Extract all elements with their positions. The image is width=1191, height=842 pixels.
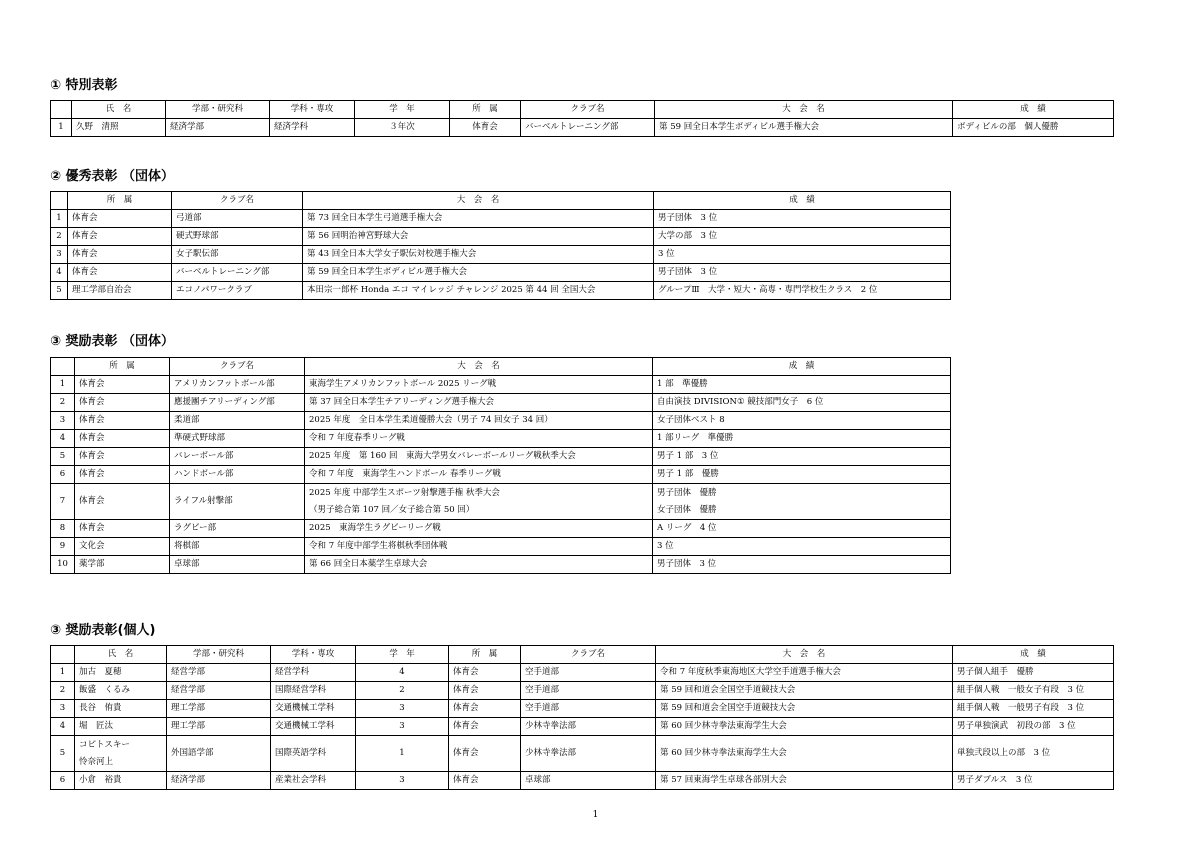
result-line: 女子団体 優勝 xyxy=(657,504,717,515)
club-cell: 應援團チアリーディング部 xyxy=(170,394,305,412)
event-cell: 第 59 回和道会全国空手道競技大会 xyxy=(656,682,953,700)
col-header: 氏 名 xyxy=(72,101,166,119)
grade-cell: 3 xyxy=(356,772,449,790)
col-header: クラブ名 xyxy=(170,358,305,376)
row-number: 9 xyxy=(51,538,75,556)
table-row xyxy=(51,246,951,264)
result-cell xyxy=(653,484,951,520)
event-cell: 令和 7 年度春季リーグ戦 xyxy=(305,430,653,448)
event-cell: 第 59 回和道会全国空手道競技大会 xyxy=(656,700,953,718)
col-header: 成 績 xyxy=(654,192,951,210)
affiliation-cell: 薬学部 xyxy=(75,556,170,574)
col-header: 所 属 xyxy=(68,192,172,210)
grade-cell: 2 xyxy=(356,682,449,700)
col-header: 成 績 xyxy=(953,101,1114,119)
table-row xyxy=(51,772,1114,790)
department-cell: 産業社会学科 xyxy=(271,772,356,790)
affiliation-cell: 体育会 xyxy=(449,736,521,772)
table-row xyxy=(51,682,1114,700)
affiliation-cell: 体育会 xyxy=(75,466,170,484)
name-cell: 久野 清照 xyxy=(72,119,166,137)
result-cell: 3 位 xyxy=(653,538,951,556)
event-cell xyxy=(305,484,653,520)
affiliation-cell: 体育会 xyxy=(449,718,521,736)
table-row xyxy=(51,700,1114,718)
affiliation-cell: 体育会 xyxy=(75,430,170,448)
club-cell: 空手道部 xyxy=(521,700,656,718)
result-cell: 1 部リーグ 準優勝 xyxy=(653,430,951,448)
grade-cell: ３年次 xyxy=(355,119,450,137)
col-header: 大 会 名 xyxy=(656,646,953,664)
result-cell: 組手個人戦 一般男子有段 3 位 xyxy=(953,700,1114,718)
row-number: 7 xyxy=(51,484,75,520)
club-cell: バーベルトレーニング部 xyxy=(521,119,655,137)
club-cell: 女子駅伝部 xyxy=(172,246,303,264)
result-cell: 男子 1 部 優勝 xyxy=(653,466,951,484)
page-number: 1 xyxy=(592,810,599,820)
faculty-cell: 外国語学部 xyxy=(167,736,271,772)
event-cell: 東海学生アメリカンフットボール 2025 リーグ戦 xyxy=(305,376,653,394)
table-row xyxy=(51,448,951,466)
department-cell: 交通機械工学科 xyxy=(271,700,356,718)
table-header-row xyxy=(51,192,951,210)
grade-cell: 3 xyxy=(356,718,449,736)
table-row xyxy=(51,264,951,282)
result-cell: 男子単独演武 初段の部 3 位 xyxy=(953,718,1114,736)
affiliation-cell: 体育会 xyxy=(68,264,172,282)
result-cell: 男子個人組手 優勝 xyxy=(953,664,1114,682)
table-row xyxy=(51,466,951,484)
col-header: クラブ名 xyxy=(521,646,656,664)
event-cell: 第 59 回全日本学生ボディビル選手権大会 xyxy=(303,264,654,282)
col-header: 学部・研究科 xyxy=(167,646,271,664)
faculty-cell: 経営学部 xyxy=(167,664,271,682)
table-row xyxy=(51,718,1114,736)
excellent-team-table xyxy=(50,191,951,300)
row-number: 2 xyxy=(51,228,68,246)
club-cell: バーベルトレーニング部 xyxy=(172,264,303,282)
col-header: 学科・専攻 xyxy=(270,101,355,119)
club-cell: 空手道部 xyxy=(521,664,656,682)
affiliation-cell: 文化会 xyxy=(75,538,170,556)
col-header: 所 属 xyxy=(449,646,521,664)
affiliation-cell: 体育会 xyxy=(75,412,170,430)
affiliation-cell: 体育会 xyxy=(449,664,521,682)
event-cell: 第 56 回明治神宮野球大会 xyxy=(303,228,654,246)
row-number: 5 xyxy=(51,282,68,300)
club-cell: 準硬式野球部 xyxy=(170,430,305,448)
result-cell: 女子団体ベスト 8 xyxy=(653,412,951,430)
grade-cell: 4 xyxy=(356,664,449,682)
affiliation-cell: 体育会 xyxy=(75,376,170,394)
event-line: 2025 年度 中部学生スポーツ射撃選手権 秋季大会 xyxy=(309,487,500,498)
department-cell: 交通機械工学科 xyxy=(271,718,356,736)
club-cell: エコノパワークラブ xyxy=(172,282,303,300)
faculty-cell: 経済学部 xyxy=(167,772,271,790)
col-header xyxy=(51,192,68,210)
table-row xyxy=(51,210,951,228)
faculty-cell: 経営学部 xyxy=(167,682,271,700)
col-header: 学部・研究科 xyxy=(166,101,270,119)
row-number: 1 xyxy=(51,210,68,228)
result-cell: 単独弐段以上の部 3 位 xyxy=(953,736,1114,772)
result-cell: 3 位 xyxy=(654,246,951,264)
row-number: 3 xyxy=(51,700,75,718)
result-cell: ボディビルの部 個人優勝 xyxy=(953,119,1114,137)
name-cell: 飯盛 くるみ xyxy=(75,682,167,700)
club-cell: 弓道部 xyxy=(172,210,303,228)
col-header xyxy=(51,646,75,664)
event-cell: 令和 7 年度秋季東海地区大学空手道選手権大会 xyxy=(656,664,953,682)
table-header-row xyxy=(51,358,951,376)
name-line: 怜奈河上 xyxy=(79,756,114,767)
affiliation-cell: 体育会 xyxy=(449,772,521,790)
col-header: 成 績 xyxy=(653,358,951,376)
table-row xyxy=(51,520,951,538)
result-cell: A リーグ 4 位 xyxy=(653,520,951,538)
grade-cell: 1 xyxy=(356,736,449,772)
encourage-team-table xyxy=(50,357,951,574)
col-header: 大 会 名 xyxy=(303,192,654,210)
faculty-cell: 理工学部 xyxy=(167,700,271,718)
col-header xyxy=(51,358,75,376)
grade-cell: 3 xyxy=(356,700,449,718)
section-title-encourage-team: ③ 奨励表彰 （団体） xyxy=(50,334,175,349)
club-cell: 将棋部 xyxy=(170,538,305,556)
department-cell: 国際経営学科 xyxy=(271,682,356,700)
col-header: 学 年 xyxy=(355,101,450,119)
result-cell: 自由演技 DIVISION① 競技部門女子 6 位 xyxy=(653,394,951,412)
affiliation-cell: 体育会 xyxy=(75,520,170,538)
club-cell: 少林寺拳法部 xyxy=(521,718,656,736)
department-cell: 国際英語学科 xyxy=(271,736,356,772)
event-cell: 本田宗一郎杯 Honda エコ マイレッジ チャレンジ 2025 第 44 回 全国大会 xyxy=(303,282,654,300)
result-cell: 1 部 準優勝 xyxy=(653,376,951,394)
col-header: 大 会 名 xyxy=(305,358,653,376)
result-cell: 男子団体 3 位 xyxy=(653,556,951,574)
col-header: 学 年 xyxy=(356,646,449,664)
event-cell: 第 37 回全日本学生チアリーディング選手権大会 xyxy=(305,394,653,412)
club-cell: 柔道部 xyxy=(170,412,305,430)
row-number: 6 xyxy=(51,466,75,484)
affiliation-cell: 体育会 xyxy=(450,119,521,137)
event-cell: 第 60 回少林寺拳法東海学生大会 xyxy=(656,736,953,772)
affiliation-cell: 体育会 xyxy=(68,228,172,246)
section-title-special: ① 特別表彰 xyxy=(50,78,118,93)
col-header: クラブ名 xyxy=(521,101,655,119)
table-header-row xyxy=(51,101,1114,119)
row-number: 5 xyxy=(51,736,75,772)
section-title-encourage-individual: ③ 奨励表彰(個人) xyxy=(50,623,156,638)
event-cell: 第 73 回全日本学生弓道選手権大会 xyxy=(303,210,654,228)
table-row xyxy=(51,376,951,394)
table-header-row xyxy=(51,646,1114,664)
table-row xyxy=(51,282,951,300)
result-cell: 男子ダブルス 3 位 xyxy=(953,772,1114,790)
event-cell: 第 59 回全日本学生ボディビル選手権大会 xyxy=(655,119,953,137)
row-number: 2 xyxy=(51,394,75,412)
event-cell: 2025 年度 全日本学生柔道優勝大会（男子 74 回女子 34 回） xyxy=(305,412,653,430)
result-cell: グループⅢ 大学・短大・高専・専門学校生クラス 2 位 xyxy=(654,282,951,300)
special-award-table xyxy=(50,100,1114,137)
table-row xyxy=(51,430,951,448)
club-cell: 少林寺拳法部 xyxy=(521,736,656,772)
table-row xyxy=(51,664,1114,682)
affiliation-cell: 体育会 xyxy=(75,394,170,412)
col-header: 成 績 xyxy=(953,646,1114,664)
club-cell: ラグビー部 xyxy=(170,520,305,538)
affiliation-cell: 体育会 xyxy=(68,210,172,228)
row-number: 1 xyxy=(51,664,75,682)
row-number: 3 xyxy=(51,412,75,430)
faculty-cell: 理工学部 xyxy=(167,718,271,736)
row-number: 4 xyxy=(51,264,68,282)
row-number: 4 xyxy=(51,718,75,736)
result-cell: 組手個人戦 一般女子有段 3 位 xyxy=(953,682,1114,700)
table-row xyxy=(51,228,951,246)
row-number: 6 xyxy=(51,772,75,790)
club-cell: 卓球部 xyxy=(170,556,305,574)
table-row xyxy=(51,556,951,574)
col-header: 学科・専攻 xyxy=(271,646,356,664)
affiliation-cell: 体育会 xyxy=(449,682,521,700)
result-cell: 男子団体 3 位 xyxy=(654,210,951,228)
event-line: （男子総合第 107 回／女子総合第 50 回） xyxy=(309,504,475,515)
faculty-cell: 経済学部 xyxy=(166,119,270,137)
event-cell: 2025 年度 第 160 回 東海大学男女バレーボールリーグ戦秋季大会 xyxy=(305,448,653,466)
col-header: 所 属 xyxy=(75,358,170,376)
event-cell: 第 57 回東海学生卓球各部別大会 xyxy=(656,772,953,790)
encourage-individual-table xyxy=(50,645,1114,790)
result-cell: 大学の部 3 位 xyxy=(654,228,951,246)
table-row xyxy=(51,412,951,430)
col-header: クラブ名 xyxy=(172,192,303,210)
result-cell: 男子 1 部 3 位 xyxy=(653,448,951,466)
department-cell: 経営学科 xyxy=(271,664,356,682)
affiliation-cell: 体育会 xyxy=(75,484,170,520)
club-cell: アメリカンフットボール部 xyxy=(170,376,305,394)
row-number: 5 xyxy=(51,448,75,466)
table-row xyxy=(51,736,1114,772)
name-cell: 小倉 裕貴 xyxy=(75,772,167,790)
name-cell: 堀 匠汰 xyxy=(75,718,167,736)
department-cell: 経済学科 xyxy=(270,119,355,137)
row-number: 1 xyxy=(51,376,75,394)
affiliation-cell: 理工学部自治会 xyxy=(68,282,172,300)
affiliation-cell: 体育会 xyxy=(449,700,521,718)
event-cell: 第 43 回全日本大学女子駅伝対校選手権大会 xyxy=(303,246,654,264)
section-title-excellent-team: ② 優秀表彰 （団体） xyxy=(50,169,175,184)
event-cell: 第 66 回全日本薬学生卓球大会 xyxy=(305,556,653,574)
table-row xyxy=(51,538,951,556)
col-header: 所 属 xyxy=(450,101,521,119)
name-line: コピトスキー xyxy=(79,739,130,750)
result-line: 男子団体 優勝 xyxy=(657,487,717,498)
club-cell: 硬式野球部 xyxy=(172,228,303,246)
event-cell: 令和 7 年度中部学生将棋秋季団体戦 xyxy=(305,538,653,556)
club-cell: 卓球部 xyxy=(521,772,656,790)
table-row xyxy=(51,119,1114,137)
event-cell: 第 60 回少林寺拳法東海学生大会 xyxy=(656,718,953,736)
club-cell: バレーボール部 xyxy=(170,448,305,466)
table-row xyxy=(51,394,951,412)
col-header xyxy=(51,101,72,119)
club-cell: ハンドボール部 xyxy=(170,466,305,484)
result-cell: 男子団体 3 位 xyxy=(654,264,951,282)
club-cell: 空手道部 xyxy=(521,682,656,700)
row-number: 8 xyxy=(51,520,75,538)
row-number: 3 xyxy=(51,246,68,264)
row-number: 1 xyxy=(51,119,72,137)
event-cell: 令和 7 年度 東海学生ハンドボール 春季リーグ戦 xyxy=(305,466,653,484)
event-cell: 2025 東海学生ラグビーリーグ戦 xyxy=(305,520,653,538)
table-row xyxy=(51,484,951,520)
name-cell: 長谷 侑貴 xyxy=(75,700,167,718)
col-header: 氏 名 xyxy=(75,646,167,664)
name-cell: 加古 夏穂 xyxy=(75,664,167,682)
row-number: 10 xyxy=(51,556,75,574)
affiliation-cell: 体育会 xyxy=(68,246,172,264)
name-cell xyxy=(75,736,167,772)
row-number: 4 xyxy=(51,430,75,448)
row-number: 2 xyxy=(51,682,75,700)
club-cell: ライフル射撃部 xyxy=(170,484,305,520)
col-header: 大 会 名 xyxy=(655,101,953,119)
affiliation-cell: 体育会 xyxy=(75,448,170,466)
